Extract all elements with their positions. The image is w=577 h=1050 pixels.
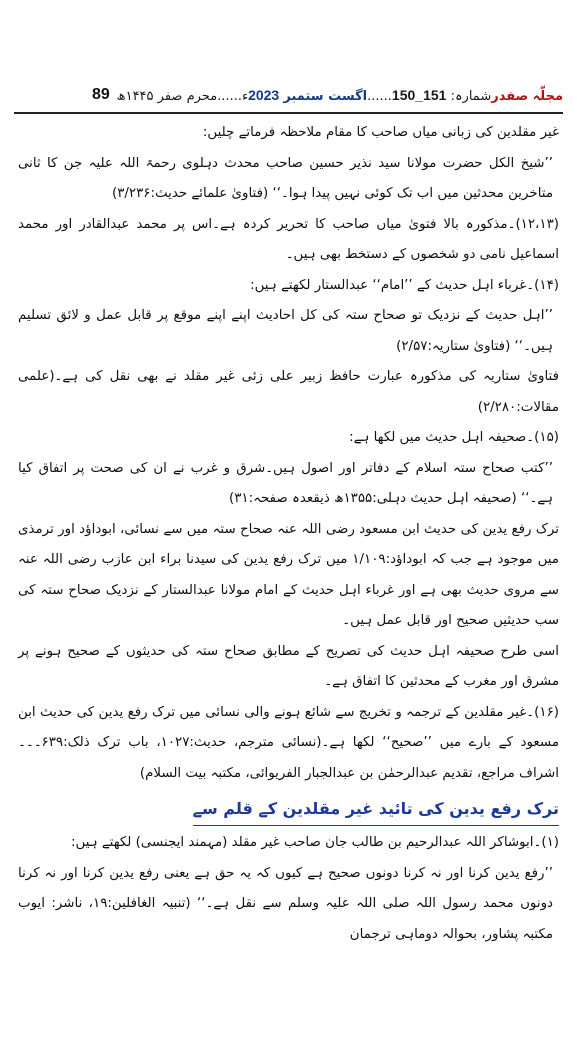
running-header [117, 87, 563, 104]
paragraph: اسی طرح صحیفہ اہل حدیث کی تصریح کے مطابق صحاح ستہ کی حدیثوں کے صحیح ہونے پر مشرق اور مغرب کے محدثین کا اتفاق ہے۔ [18, 643, 559, 689]
page-number: 89 [92, 86, 110, 103]
paragraph: فتاویٰ ستاریہ کی مذکورہ عبارت حافظ زبیر علی زئی غیر مقلد نے بھی نقل کی ہے۔(علمی مقالات:۲/۲۸۰) [18, 369, 559, 415]
gregorian-year: 2023 [248, 86, 280, 103]
paragraph: (۱۶)۔غیر مقلدین کے ترجمہ و تخریج سے شائع ہونے والی نسائی میں ترک رفع یدین کی حدیث ابن مسعود کے بارے میں ’’صحیح‘‘ لکھا ہے۔(نسائی مترجم، حدیث:۱۰۲۷، باب ترک ذلک:۶۳۹۔۔۔اشراف مراجع، تقدیم عبدالرحمٰن بن عبدالجبار الفریوائی، مکتبہ بیت السلام) [18, 704, 559, 781]
quotation: ’’شیخ الکل حضرت مولانا سید نذیر حسین صاحب محدث دہلوی رحمۃ اللہ علیہ جن کا ثانی متاخرین محدثین میں اب تک کوئی نہیں پیدا ہوا۔‘‘ (فتاویٰ علمائے حدیث:۳/۲۳۶) [18, 155, 553, 201]
hijri-date: ء......محرم صفر ۱۴۴۵ھ [116, 88, 249, 104]
paragraph: (۱۴)۔غرباء اہل حدیث کے ’’امام‘‘ عبدالستار لکھتے ہیں: [250, 277, 559, 293]
article-body [18, 118, 559, 950]
issue-number: 151_150 [391, 86, 447, 103]
quotation: ’’کتب صحاح ستہ اسلام کے دفاتر اور اصول ہیں۔شرق و غرب نے ان کی صحت پر اتفاق کیا ہے۔‘‘ (صحیفہ اہل حدیث دہلی:۱۳۵۵ھ ذیقعدہ صفحہ:۳۱) [18, 460, 553, 506]
quotation: ’’اہل حدیث کے نزدیک تو صحاح ستہ کی کل احادیث اپنے اپنے موقع پر قابل عمل و لائق تسلیم ہیں۔‘‘ (فتاویٰ ستاریہ:۲/۵۷) [18, 308, 553, 354]
page-header [14, 80, 563, 110]
paragraph: (۱)۔ابوشاکر اللہ عبدالرحیم بن طالب جان صاحب غیر مقلد (مہمند ایجنسی) لکھتے ہیں: [70, 835, 559, 850]
paragraph: (۱۵)۔صحیفہ اہل حدیث میں لکھا ہے: [349, 430, 559, 445]
header-divider [14, 112, 563, 114]
header-separator: ...... [367, 88, 392, 104]
journal-name: مجلّہ صفدر [491, 88, 563, 104]
quotation: ’’رفع یدین کرنا اور نہ کرنا دونوں صحیح ہے کیوں کہ یہ حق ہے یعنی رفع یدین کرنا اور نہ کرنا دونوں محمد رسول اللہ صلی اللہ علیہ وسلم سے نقل ہے۔‘‘ (تنبیہ الغافلین:۱۹، ناشر: ایوب مکتبہ پشاور، بحوالہ دوماہی ترجمان [18, 865, 554, 942]
paragraph: (۱۲،۱۳)۔مذکورہ بالا فتویٰ میاں صاحب کا تحریر کردہ ہے۔اس پر محمد عبدالقادر اور محمد اسماعیل نامی دو شخصوں کے دستخط بھی ہیں۔ [18, 216, 559, 262]
section-heading: ترک رفع یدین کی تائید غیر مقلدین کے قلم سے [193, 795, 559, 826]
issue-label: شمارہ: [450, 88, 492, 104]
paragraph: غیر مقلدین کی زبانی میاں صاحب کا مقام ملاحظہ فرماتے چلیں: [202, 125, 559, 140]
section-heading-wrap [18, 793, 559, 828]
gregorian-months: اگست ستمبر [283, 88, 368, 104]
paragraph: ترک رفع یدین کی حدیث ابن مسعود رضی اللہ عنہ صحاح ستہ میں سے نسائی، ابوداؤد اور ترمذی میں موجود ہے جب کہ ابوداؤد:۱/۱۰۹ میں ترک رفع یدین کی سیدنا براء ابن عازب رضی اللہ عنہ سے مروی حدیث بھی ہے اور غرباء اہل حدیث کے امام مولانا عبدالستار کے نزدیک صحاح ستہ کی سب حدیثیں صحیح اور قابل عمل ہیں۔ [18, 521, 559, 628]
